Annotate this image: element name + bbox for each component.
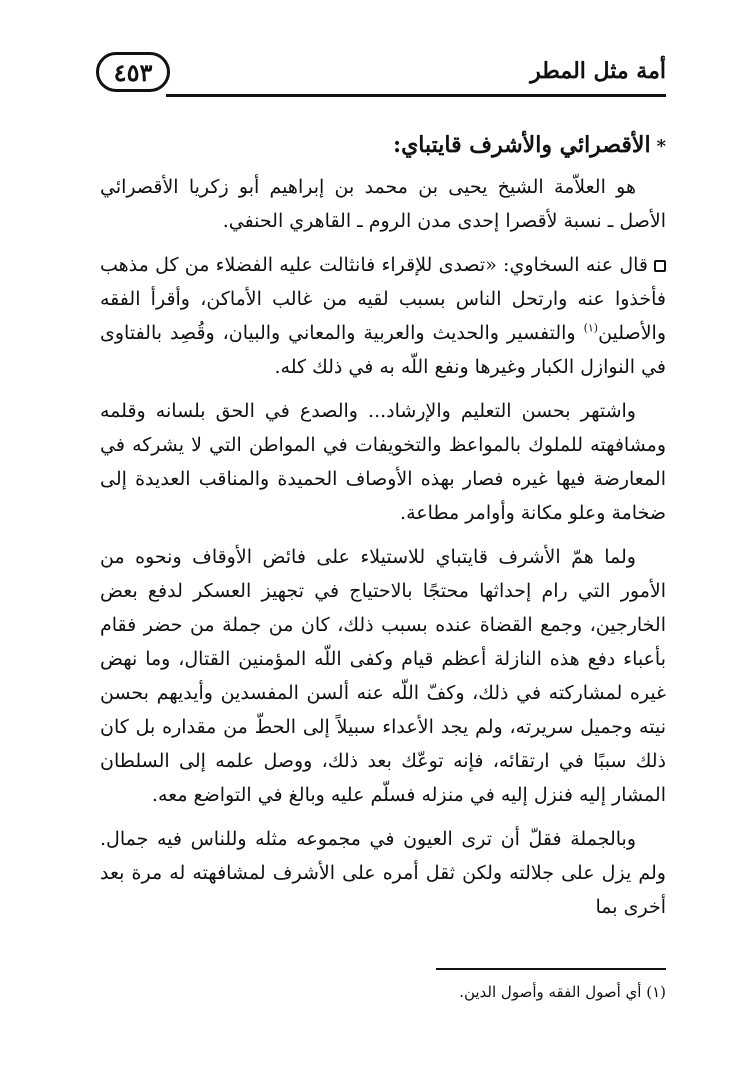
paragraph-story: ولما همّ الأشرف قايتباي للاستيلاء على فائض الأوقاف ونحوه من الأمور التي رام إحداثها محتجًا بالاحتياج في تجهيز العسكر لدفع بعض الخارجين، وجمع القضاة عنده بسبب ذلك، كان من جملة من حضر فقام بأعباء دفع هذه النازلة أعظم قيام وكفى اللّه المؤمنين القتال، وما نهض غيره لمشاركته في ذلك، وكفّ اللّه عنه ألسن المفسدين وأيديهم بحسن نيته وجميل سريرته، ولم يجد الأعداء سبيلاً إلى الحطّ من مقداره بل كان ذلك سببًا في ارتقائه، فإنه توعّك بعد ذلك، ووصل علمه إلى السلطان المشار إليه فنزل إليه في منزله فسلّم عليه وبالغ في التواضع معه. (100, 546, 666, 806)
bullet-star-icon: * (656, 136, 666, 157)
paragraph-citation (100, 248, 666, 384)
paragraph-bio: هو العلاّمة الشيخ يحيى بن محمد بن إبراهيم أبو زكريا الأقصرائي الأصل ـ نسبة لأقصرا إحدى مدن الروم ـ القاهري الحنفي. (100, 176, 666, 232)
footnote-reference[interactable]: (١) (583, 321, 599, 335)
page-number: ٤٥٣ (96, 52, 170, 92)
running-title: أمة مثل المطر (530, 58, 666, 84)
citation-lead: قال عنه السخاوي: «تصدى للإقراء فانثالت عليه الفضلاء من كل مذهب فأخذوا عنه وارتحل الناس بسبب لقيه من غالب الأماكن، وأقرأ الفقه والأصلين (100, 254, 666, 344)
footnote: (١) أي أصول الفقه وأصول الدين. (459, 983, 666, 1001)
paragraph-summary: وبالجملة فقلّ أن ترى العيون في مجموعه مثله وللناس فيه جمال. ولم يزل على جلالته ولكن ثقل أمره على الأشرف لمشافهته له مرة بعد أخرى بما (100, 828, 666, 918)
page-header (96, 50, 666, 98)
citation-box-icon (654, 260, 666, 272)
citation-rest: والتفسير والحديث والعربية والمعاني والبيان، وقُصِد بالفتاوى في النوازل الكبار وغيرها ونفع اللّه به في ذلك كله. (100, 322, 666, 378)
page-body (100, 128, 666, 934)
footnote-divider (436, 968, 666, 970)
section-heading-text: الأقصرائي والأشرف قايتباي: (392, 132, 651, 158)
section-heading (100, 128, 666, 164)
paragraph-fame: واشتهر بحسن التعليم والإرشاد... والصدع في الحق بلسانه وقلمه ومشافهته للملوك بالمواعظ والتخويفات في المواطن التي لا يشركه في المعارضة فيها غيره فصار بهذه الأوصاف الحميدة والمناقب العديدة إلى ضخامة وعلو مكانة وأوامر مطاعة. (100, 400, 666, 524)
header-rule (166, 94, 666, 97)
